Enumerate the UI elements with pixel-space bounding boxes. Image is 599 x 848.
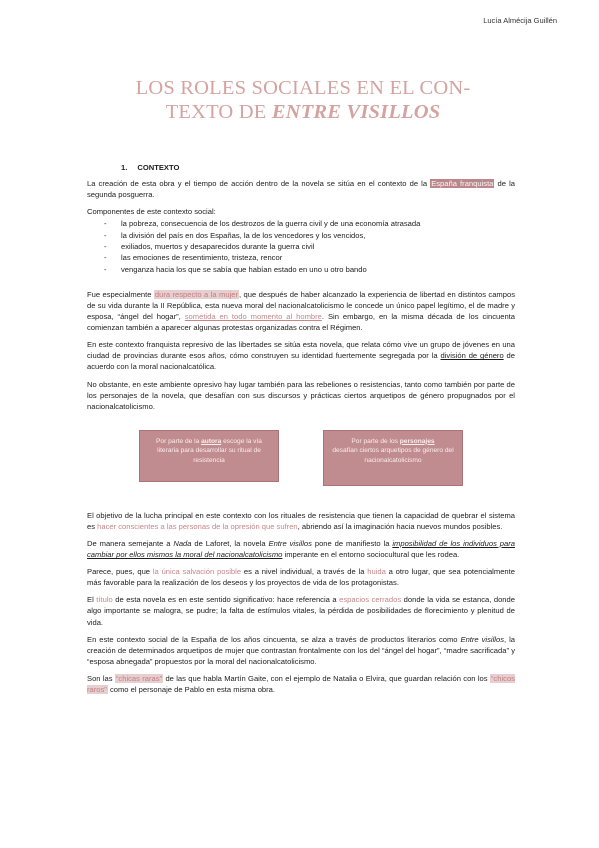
section-number: 1.: [121, 163, 128, 172]
text: Son las: [87, 673, 115, 683]
text: En este contexto franquista represivo de las libertades se sitúa esta novela, que relata cómo vive un grupo de jóvenes en una ciudad de provincias durante esos años, cómo construyen su identidad fuertemente segregada por la: [87, 340, 515, 361]
paragraph-salvacion: [87, 566, 515, 588]
paragraph-arquetipos: [87, 634, 515, 667]
title-line-1: LOS ROLES SOCIALES EN EL CON-: [135, 77, 471, 99]
text: de Laforet, la novela: [191, 538, 269, 548]
list-item: - la pobreza, consecuencia de los destrozos de la guerra civil y de una economía atrasada: [104, 219, 421, 229]
text: desafían ciertos arquetipos de género del nacionalcatolicismo: [332, 447, 454, 464]
section-heading: [121, 162, 515, 173]
paragraph-chicas-raras: [87, 673, 515, 695]
text: , que después de haber alcanzado la experiencia de libertad en distintos campos de su vida durante la II República, esta nueva moral del nacionalcatolicismo le concede un único papel legítimo, el de madre y esposa, “ángel del hogar”,: [87, 289, 515, 322]
paragraph-titulo: [87, 594, 515, 627]
paragraph-intro: [87, 178, 515, 200]
components-list: [87, 218, 515, 274]
pink-text-huida: huida: [367, 567, 386, 577]
text: de esta novela es en este sentido significativo: hace referencia a: [112, 595, 340, 605]
text: donde la vida se estanca, donde algo importante se malogra, se pudre; la falta de estímulos vitales, la pérdida de posibilidades de florecimiento y plenitud de vida.: [87, 595, 515, 627]
list-item-text: la pobreza, consecuencia de los destrozos de la guerra civil y de una economía atrasada: [121, 219, 421, 229]
pink-text-titulo: título: [96, 595, 113, 605]
list-item-text: las emociones de resentimiento, tristeza, rencor: [121, 253, 283, 263]
paragraph-mujer: [87, 289, 515, 333]
text: de las que habla Martín Gaite, con el ejemplo de Natalia o Elvira, que guardan relación con los: [163, 673, 490, 683]
text: como el personaje de Pablo en esta misma obra.: [107, 685, 275, 695]
list-item: - exiliados, muertos y desaparecidos durante la guerra civil: [104, 241, 315, 251]
highlight-chicos-raros: “chicos raros”: [87, 673, 515, 695]
text: El: [87, 595, 97, 605]
text: Fue especialmente: [87, 289, 154, 299]
text: pone de manifiesto la: [311, 538, 393, 548]
list-item: - venganza hacia los que se sabía que habían estado en uno u otro bando: [104, 264, 367, 274]
list-item: - la división del país en dos Españas, la de los vencedores y los vencidos,: [104, 230, 366, 240]
components-heading: Componentes de este contexto social:: [87, 207, 216, 217]
text: En este contexto social de la España de los años cincuenta, se alza a través de productos literarios como: [87, 634, 461, 644]
text: , abriendo así la imaginación hacia nuevos mundos posibles.: [297, 521, 503, 531]
text: Por parte de la: [156, 437, 202, 445]
resistance-boxes: [87, 420, 515, 504]
pink-text-espacios: espacios cerrados: [339, 595, 402, 605]
italic-title: Nada: [173, 538, 192, 548]
text: es a nivel individual, a través de la: [241, 567, 368, 577]
paragraph-contexto-novela: [87, 339, 515, 372]
text: . Sin embargo, en la misma década de los cincuenta comienzan también a aparecer algunas protestas organizadas contra el Régimen.: [87, 312, 515, 333]
text: a otro lugar, que sea potencialmente más favorable para la realización de los deseos y los proyectos de vida de los protagonistas.: [87, 567, 515, 588]
list-item-text: la división del país en dos Españas, la de los vencedores y los vencidos,: [121, 230, 366, 240]
text: La creación de esta obra y el tiempo de acción dentro de la novela se sitúa en el contexto de la: [87, 179, 431, 189]
box-keyword: personajes: [399, 437, 435, 445]
box-autora: [139, 430, 279, 482]
text: de la segunda posguerra.: [87, 179, 515, 200]
underline-sometida: sometida en todo momento al hombre: [184, 312, 322, 322]
list-item-text: exiliados, muertos y desaparecidos durante la guerra civil: [121, 241, 315, 251]
italic-title: Entre visillos: [460, 634, 504, 644]
text: imperante en el entorno sociocultural que les rodea.: [282, 550, 460, 560]
paragraph-nada: [87, 538, 515, 560]
highlight-dura-mujer: dura respecto a la mujer: [154, 289, 239, 299]
title-line-2: TEXTO DE: [165, 101, 272, 123]
pink-text-conscientes: hacer conscientes a las personas de la opresión que sufren: [97, 521, 298, 531]
text: De manera semejante a: [87, 538, 174, 548]
underline-imposibilidad: imposibilidad de los individuos para cambiar por ellos mismos la moral del nacionalcatolicismo: [87, 538, 515, 560]
paragraph-resistencias: No obstante, en este ambiente opresivo hay lugar también para las rebeliones o resistencias, tanto como también por parte de los personajes de la novela, que desafían con sus discursos y prácticas ciertos arquetipos de género propugnados por el nacionalcatolicismo.: [87, 379, 515, 411]
text: Parece, pues, que: [87, 567, 153, 577]
highlight-espana-franquista: España franquista: [431, 179, 494, 189]
box-personajes: [323, 430, 463, 486]
paragraph-objetivo: [87, 510, 515, 532]
list-item: - las emociones de resentimiento, tristeza, rencor: [104, 253, 283, 263]
text: escoge la vía literaria para desarrollar su ritual de resistencia: [157, 437, 262, 464]
document-body: [87, 162, 515, 701]
title-novel-name: ENTRE VISILLOS: [271, 101, 441, 123]
document-title: [58, 76, 548, 124]
highlight-chicas-raras: “chicas raras”: [115, 673, 163, 683]
text: , la creación de determinados arquetipos de mujer que contrastan frontalmente con los del “ángel del hogar”, “madre sacrificada” y “esposa abnegada” propuestos por la moral del nacionalcatolicismo.: [87, 634, 515, 666]
box-keyword: autora: [201, 437, 222, 445]
text: El objetivo de la lucha principal en este contexto con los rituales de resistencia que tienen la capacidad de quebrar el sistema es: [87, 510, 515, 531]
list-item-text: venganza hacia los que se sabía que habían estado en uno u otro bando: [121, 264, 367, 274]
author-name: Lucía Almécija Guillén: [483, 16, 557, 25]
underline-division-genero: división de género: [440, 351, 504, 361]
text: Por parte de los: [351, 437, 400, 445]
text: de acuerdo con la moral nacionalcatólica.: [87, 351, 515, 372]
pink-text-salvacion: la única salvación posible: [152, 567, 242, 577]
italic-title: Entre visillos: [268, 538, 312, 548]
section-label: CONTEXTO: [137, 163, 180, 172]
